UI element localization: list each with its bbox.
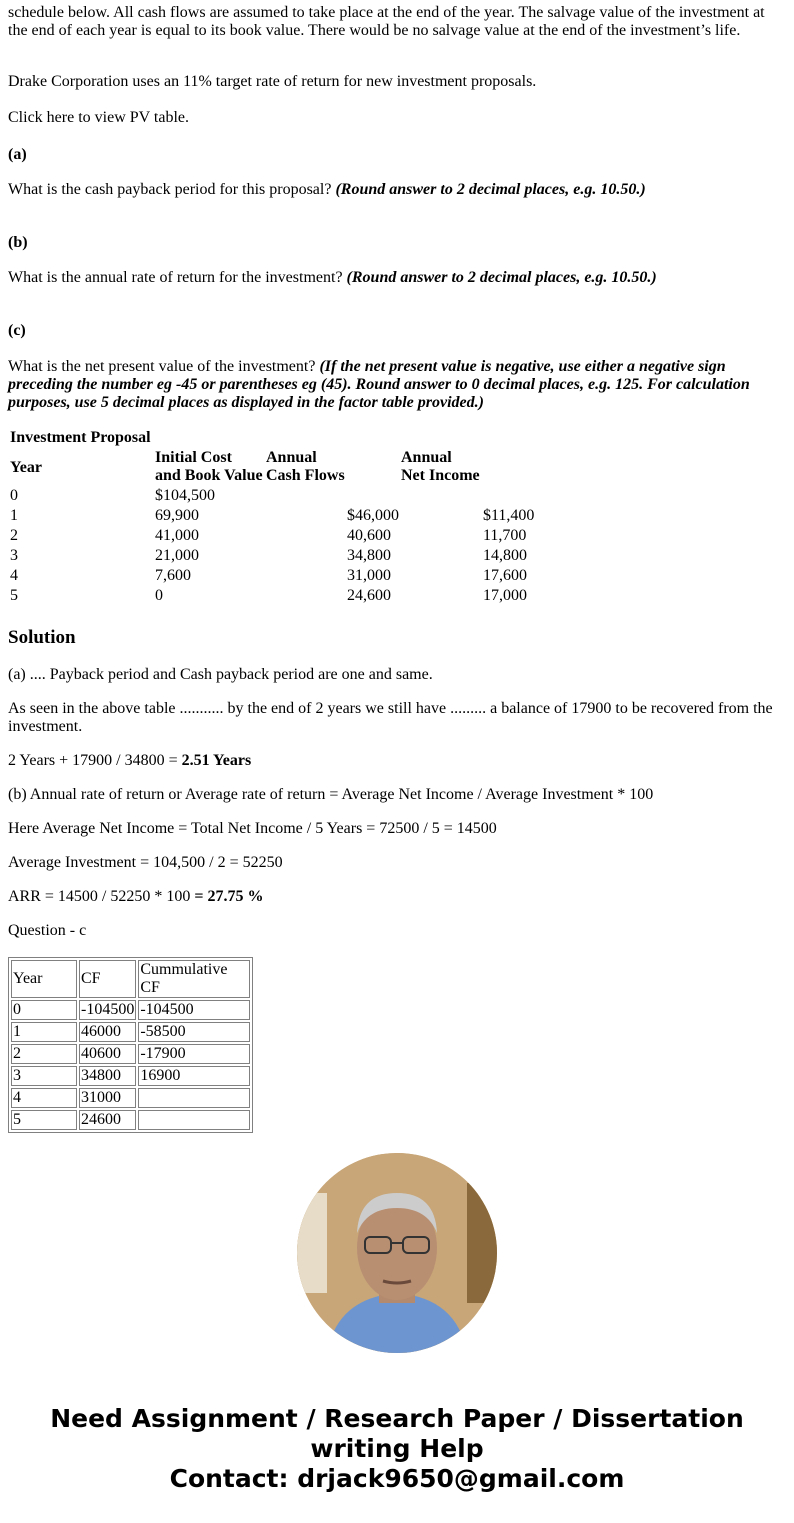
table-cell: 2 bbox=[11, 1044, 77, 1064]
proposal-cell: 1 bbox=[10, 507, 18, 524]
intro-line-2: the end of each year is equal to its book value. There would be no salvage value at the end of the investment’s life. bbox=[8, 22, 741, 39]
question-a: What is the cash payback period for this proposal? (Round answer to 2 decimal places, e.g. 10.50.) bbox=[8, 181, 646, 198]
solution-b-1: (b) Annual rate of return or Average rate of return = Average Net Income / Average Investment * 100 bbox=[8, 786, 654, 803]
target-rate-text: Drake Corporation uses an 11% target rate of return for new investment proposals. bbox=[8, 73, 537, 90]
solution-a-3: 2 Years + 17900 / 34800 = 2.51 Years bbox=[8, 752, 252, 769]
solution-a-2: As seen in the above table ........... by the end of 2 years we still have ......... a balance of 17900 to be recovered from the investment. bbox=[8, 700, 773, 735]
table-cell: 0 bbox=[11, 1000, 77, 1020]
table-cell: -58500 bbox=[138, 1022, 250, 1042]
solution-a-1: (a) .... Payback period and Cash payback period are one and same. bbox=[8, 666, 433, 683]
footer-contact: Contact: drjack9650@gmail.com bbox=[169, 1464, 625, 1493]
table-cell: 16900 bbox=[138, 1066, 250, 1086]
table-row bbox=[11, 1066, 250, 1086]
proposal-cell: 4 bbox=[10, 567, 18, 584]
table-cell: 4 bbox=[11, 1088, 77, 1108]
footer-line-1: Need Assignment / Research Paper / Dissertation bbox=[50, 1404, 744, 1433]
proposal-cell: 5 bbox=[10, 587, 18, 604]
proposal-cell: 2 bbox=[10, 527, 18, 544]
proposal-cell: 0 bbox=[155, 587, 163, 604]
solution-b-3: Average Investment = 104,500 / 2 = 52250 bbox=[8, 854, 283, 871]
proposal-cell: 17,000 bbox=[483, 587, 527, 604]
footer-line-2: writing Help bbox=[310, 1434, 484, 1463]
intro-line-1: schedule below. All cash flows are assumed to take place at the end of the year. The salvage value of the investment at bbox=[8, 4, 765, 21]
table-cell: 31000 bbox=[79, 1088, 136, 1108]
proposal-cell: 17,600 bbox=[483, 567, 527, 584]
proposal-cell: 69,900 bbox=[155, 507, 199, 524]
proposal-cell: 11,700 bbox=[483, 527, 527, 544]
proposal-cell: $11,400 bbox=[483, 507, 535, 524]
solution-b-2: Here Average Net Income = Total Net Income / 5 Years = 72500 / 5 = 14500 bbox=[8, 820, 497, 837]
investment-proposal-table: Investment Proposal Year Initial Cost and Book Value Annual Cash Flows Annual Net Income 0 $104,500 1 69,900 $46,000 $11,400 2 41,000 40,600 11,700 3 21,000 34,800 14,800 4 7,600 31,000 17,600 5 0 24,600 17,000 bbox=[10, 429, 535, 604]
proposal-cell: 0 bbox=[10, 487, 18, 504]
proposal-cell: $104,500 bbox=[155, 487, 215, 504]
author-avatar bbox=[297, 1153, 497, 1353]
table-cell: -17900 bbox=[138, 1044, 250, 1064]
proposal-cell: 7,600 bbox=[155, 567, 191, 584]
question-c: What is the net present value of the investment? (If the net present value is negative, use either a negative sign preceding the number eg -45 or parentheses eg (45). Round answer to 0 decimal places, e.g. 125. For calculation purposes, use 5 decimal places as displayed in the factor table provided.) bbox=[8, 358, 750, 411]
table-cell: -104500 bbox=[81, 1001, 135, 1018]
solution-heading: Solution bbox=[8, 627, 76, 648]
proposal-cell: 40,600 bbox=[347, 527, 391, 544]
table-cell: 40600 bbox=[79, 1044, 136, 1064]
question-b-label: (b) bbox=[8, 234, 28, 251]
proposal-cell: 3 bbox=[10, 547, 18, 564]
table-cell: 34800 bbox=[79, 1066, 136, 1086]
question-a-label: (a) bbox=[8, 146, 27, 163]
proposal-cell: 24,600 bbox=[347, 587, 391, 604]
proposal-cell: 34,800 bbox=[347, 547, 391, 564]
table-cell: 1 bbox=[11, 1022, 77, 1042]
table-cell bbox=[138, 1088, 250, 1108]
table-row bbox=[11, 1000, 250, 1020]
proposal-cell: 31,000 bbox=[347, 567, 391, 584]
question-b: What is the annual rate of return for the investment? (Round answer to 2 decimal places, e.g. 10.50.) bbox=[8, 269, 657, 286]
table-cell: 3 bbox=[11, 1066, 77, 1086]
table-cell: 5 bbox=[11, 1110, 77, 1130]
table-row bbox=[11, 1022, 250, 1042]
table-cell bbox=[138, 1110, 250, 1130]
proposal-cell: 14,800 bbox=[483, 547, 527, 564]
proposal-cell: 21,000 bbox=[155, 547, 199, 564]
solution-c: Question - c bbox=[8, 922, 87, 939]
table-header-row: Year CF Cummulative CF bbox=[11, 960, 250, 998]
table-cell: 24600 bbox=[79, 1110, 136, 1130]
table-cell: 46000 bbox=[79, 1022, 136, 1042]
table-cell: -104500 bbox=[138, 1000, 250, 1020]
table-row bbox=[11, 1110, 250, 1130]
solution-b-4: ARR = 14500 / 52250 * 100 = 27.75 % bbox=[8, 888, 264, 905]
proposal-cell: $46,000 bbox=[347, 507, 399, 524]
table-row bbox=[11, 1044, 250, 1064]
proposal-cell: 41,000 bbox=[155, 527, 199, 544]
cumulative-cf-table bbox=[8, 957, 253, 1133]
table-row bbox=[11, 1088, 250, 1108]
pv-table-link[interactable]: Click here to view PV table. bbox=[8, 109, 189, 126]
question-c-label: (c) bbox=[8, 322, 26, 339]
